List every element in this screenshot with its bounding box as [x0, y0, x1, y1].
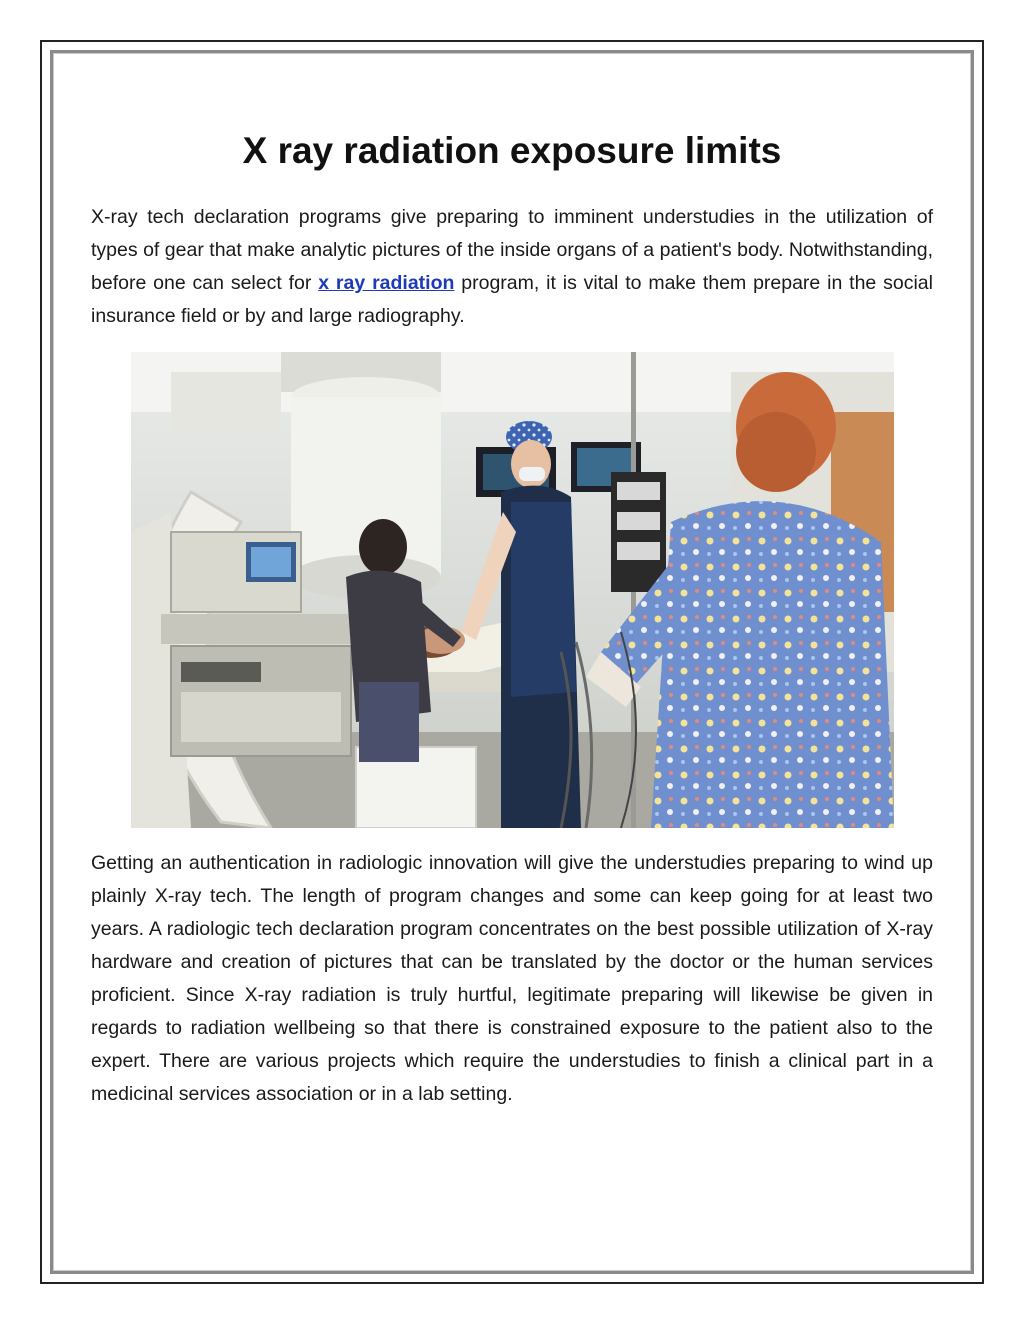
intro-paragraph: [91, 201, 933, 333]
intro-text-after-link: program, it is vital to make them prepare in the social insurance field or by and large radiography.: [91, 272, 933, 327]
document-title: X ray radiation exposure limits: [242, 130, 782, 171]
intro-text-before-link: X-ray tech declaration programs give preparing to imminent understudies in the utilization of types of gear that make analytic pictures of the inside organs of a patient's body. Notwithstanding, before one can select for: [91, 206, 933, 294]
x-ray-radiation-link[interactable]: x ray radiation: [318, 272, 455, 294]
xray-room-photo: [131, 352, 894, 828]
body-paragraph: Getting an authentication in radiologic innovation will give the understudies preparing to wind up plainly X-ray tech. The length of program changes and some can keep going for at least two years. A radiologic tech declaration program concentrates on the best possible utilization of X-ray hardware and creation of pictures that can be translated by the doctor or the human services proficient. Since X-ray radiation is truly hurtful, legitimate preparing will likewise be given in regards to radiation wellbeing so that there is constrained exposure to the patient also to the expert. There are various projects which require the understudies to finish a clinical part in a medicinal services association or in a lab setting.: [91, 852, 933, 1105]
